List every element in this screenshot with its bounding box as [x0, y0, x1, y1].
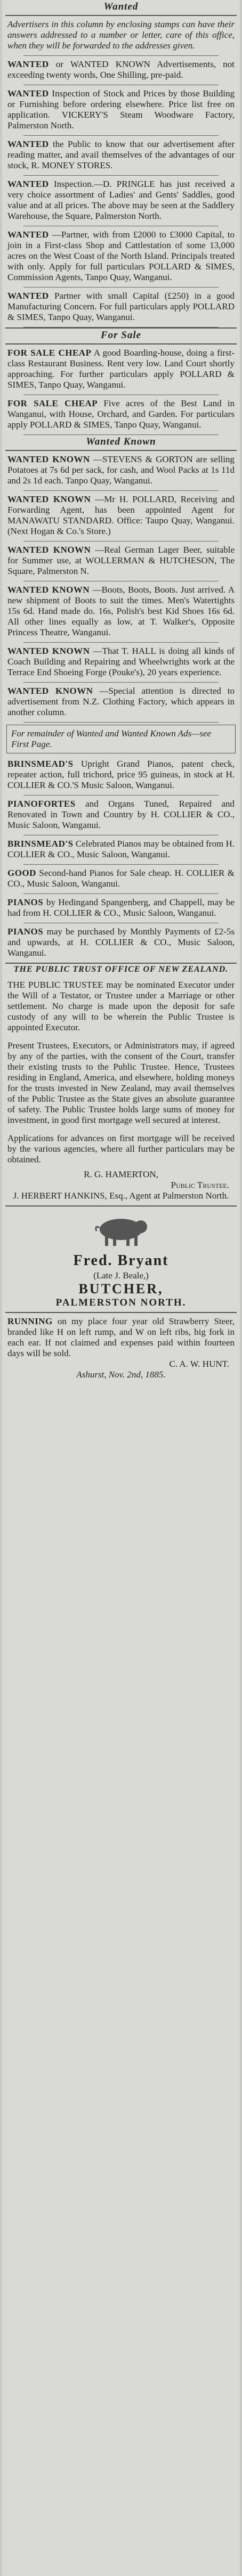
ad-lead: FOR SALE CHEAP	[7, 348, 92, 358]
ad-text: or WANTED KNOWN Advertisements, not exceeding twenty words, One Shilling, pre-paid.	[7, 59, 235, 80]
ad-text: Celebrated Pianos may be obtained from H. COLLIER & CO., Music Saloon, Wanganui.	[7, 839, 235, 859]
ad-lead: WANTED KNOWN	[7, 585, 90, 595]
running-lead: RUNNING	[7, 1316, 53, 1326]
butcher-trade: BUTCHER,	[78, 1281, 164, 1297]
ad-lead: WANTED KNOWN	[7, 494, 91, 504]
trust-paragraph-3: Applications for advances on first mortgage will be received by the various agencies, where all further particulars may be obtained.	[7, 1133, 235, 1164]
ad-second-hand	[2, 865, 240, 893]
ad-brinsmead-2	[2, 835, 240, 864]
ad-text: the Public to know that our advertisement after reading matter, and avail themselves of the advantages of our stock, R. MONEY STORES.	[7, 139, 235, 170]
ad-stevens	[2, 451, 240, 490]
ad-inspection	[2, 85, 240, 135]
ad-public-know	[2, 136, 240, 175]
ad-wanted-known-1	[2, 56, 240, 85]
ad-partner-1	[2, 226, 240, 287]
ad-hall	[2, 643, 240, 682]
wanted-ads-list	[2, 16, 240, 327]
ad-text: —That T. HALL is doing all kinds of Coach Building and Repairing and Wheelwrights work at the Terrace End Shoeing Forge (Pouke's), 20 years experience.	[7, 646, 235, 677]
trust-paragraph-2: Present Trustees, Executors, or Administrators may, if agreed by any of the parties, with the consent of the Court, transfer their existing trusts to the Public Trustee. Hence, Trustees residing in England, America, and elsewhere, holding moneys for the trusts invested in New Zealand, may avail themselves of the Public Trustee as the State gives an absolute guarantee of safety. The Public Trustee holds large sums of money for investment, in good first mortgage well secured at interest.	[7, 1040, 235, 1125]
ad-text: Upright Grand Pianos, patent check, repeater action, full trichord, price 95 guineas, in stock at H. COLLIER & CO.'S Music Saloon, Wanganui.	[7, 759, 235, 790]
ad-text: —Boots, Boots, Boots. Just arrived. A new shipment of Boots to suit the times. Men's Watertights 15s 6d. Hand made do. 16s, Polish's best Kid Shoes 16s 6d. All other lines equally as low, at T. Walker's, Opposite Princess Theatre, Wanganui.	[7, 585, 235, 637]
ad-lead: PIANOFORTES	[7, 799, 76, 809]
ad-sale-2	[2, 395, 240, 434]
running-date: Ashurst, Nov. 2nd, 1885.	[76, 1369, 166, 1380]
ad-lead: BRINSMEAD'S	[7, 839, 74, 849]
ad-brinsmead	[2, 756, 240, 795]
ad-text: A good Boarding-house, doing a first-class Restaurant Business. Rent very low. Land Court shortly approaching. For further particulars apply POLLARD & SIMES, Tanpo Quay, Wanganui.	[7, 348, 235, 390]
ad-text: may be purchased by Monthly Payments of £2-5s and upwards, at H. COLLIER & CO., Music Saloon, Wanganui.	[7, 926, 235, 958]
ad-text: Five acres of the Best Land in Wanganui, with House, Orchard, and Garden. For particulars apply POLLARD & SIMES, Tanpo Quay, Wanganui.	[7, 398, 235, 430]
ad-text: —Real German Lager Beer, suitable for Summer use, at WOLLERMAN & HUTCHESON, The Square, Palmerston N.	[7, 545, 235, 576]
ad-lead: WANTED KNOWN	[7, 454, 90, 464]
running-ad	[2, 1313, 240, 1384]
ad-lead: WANTED KNOWN	[7, 686, 93, 696]
ad-lead: WANTED KNOWN	[7, 545, 91, 555]
ad-lead: WANTED	[7, 88, 49, 99]
ad-text: Inspection of Stock and Prices by those Building or Furnishing before ordering elsewhere. Price list free on application. VICKERY'S Steam Woodware Factory, Palmerston North.	[7, 88, 235, 130]
section-heading-wanted-known: Wanted Known	[86, 436, 156, 447]
ad-text: Second-hand Pianos for Sale cheap. H. COLLIER & CO., Music Saloon, Wanganui.	[7, 868, 235, 889]
ad-text: Advertisers in this column by enclosing stamps can have their answers addressed to a number or letter, care of this office, when they will be forwarded to the addresses given.	[7, 19, 235, 51]
ad-lead: WANTED	[7, 139, 49, 149]
agent-line: J. HERBERT HANKINS, Esq., Agent at Palmerston North.	[13, 1191, 229, 1201]
ad-text: —Special attention is directed to advertisement from N.Z. Clothing Factory, which appears in another column.	[7, 686, 235, 717]
running-sig: C. A. W. HUNT.	[169, 1359, 229, 1369]
trust-paragraph-1: THE PUBLIC TRUSTEE may be nominated Executor under the Will of a Testator, or Trustee under a Marriage or other settlement. No charge is made upon the deposit for safe custody of any will to be wherein the Public Trustee is appointed Executor.	[7, 980, 235, 1032]
ad-lead: FOR SALE CHEAP	[7, 398, 98, 408]
butcher-name: Fred. Bryant	[73, 1252, 169, 1269]
ad-boots	[2, 581, 240, 642]
ad-text: by Hedingand Spangenberg, and Chappell, may be had from H. COLLIER & CO., Music Saloon, Wanganui.	[7, 897, 235, 918]
ad-text: Partner with small Capital (£250) in a good Manufacturing Concern. For full particulars apply POLLARD & SIMES, Tanpo Quay, Wanganui.	[7, 291, 235, 322]
ad-monthly	[2, 923, 240, 963]
signer-name: R. G. HAMERTON,	[84, 1169, 158, 1179]
newspaper-column	[2, 0, 240, 2576]
section-rule	[5, 1205, 237, 1207]
ad-divider	[23, 722, 219, 723]
ad-text: and Organs Tuned, Repaired and Renovated in Town and Country by H. COLLIER & CO., Music Saloon, Wanganui.	[7, 799, 235, 830]
ad-lager	[2, 542, 240, 581]
ad-pianos-by	[2, 894, 240, 923]
trust-office-heading: THE PUBLIC TRUST OFFICE OF NEW ZEALAND.	[13, 965, 229, 974]
ad-pollard-agent	[2, 491, 240, 541]
ad-special	[2, 683, 240, 722]
ad-lead: WANTED	[7, 229, 49, 240]
ad-lead: PIANOS	[7, 926, 44, 937]
ad-lead: BRINSMEAD'S	[7, 759, 74, 769]
ad-lead: WANTED	[7, 291, 49, 301]
pig-illustration-icon	[92, 1211, 150, 1248]
section-heading-wanted: Wanted	[103, 1, 139, 12]
section-heading-for-sale: For Sale	[100, 330, 142, 341]
running-text: on my place four year old Strawberry Steer, branded like H on left rump, and W on left ribs, big fork in each ear. If not claimed and expenses paid within fourteen days will be sold.	[7, 1316, 235, 1358]
ad-lead: WANTED	[7, 179, 49, 189]
ad-text: —STEVENS & GORTON are selling Potatoes at 7s 6d per sack, for cash, and Wool Packs at 1s 11d and 2s 1d each. Tanpo Quay, Wanganui.	[7, 454, 235, 486]
trust-signature	[2, 1169, 240, 1205]
ad-pianofortes	[2, 795, 240, 835]
ad-text: —Mr H. POLLARD, Receiving and Forwarding Agent, has been appointed Agent for MANAWATU STANDARD. Office: Taupo Quay, Wanganui. (Next Hogan & Co.'s Store.)	[7, 494, 235, 536]
ad-text: —Partner, with from £2000 to £3000 Capital, to join in a First-class Shop and Cattlestation of some 13,000 acres on the West Coast of the North Island. Principals treated with only. Apply for full particulars POLLARD & SIMES, Commission Agents, Tanpo Quay, Wanganui.	[7, 229, 235, 282]
ad-adv-notice	[2, 16, 240, 55]
piano-ads-list	[2, 756, 240, 963]
signer-title: Public Trustee.	[171, 1180, 229, 1190]
ad-text: Inspection.—D. PRINGLE has just received a very choice assortment of Ladies' and Gents' Saddles, good value and at all prices. The above may be seen at the Saddlery Warehouse, the Square, Palmerston North.	[7, 179, 235, 221]
ad-lead: WANTED	[7, 59, 49, 69]
ad-lead: WANTED KNOWN	[7, 646, 90, 656]
ad-pringle	[2, 176, 240, 226]
ad-lead: PIANOS	[7, 897, 44, 907]
remainder-note-box: For remainder of Wanted and Wanted Known Ads—see First Page.	[6, 725, 236, 753]
ad-sale-1	[2, 344, 240, 395]
ad-partner-2	[2, 288, 240, 327]
butcher-late: (Late J. Beale,)	[93, 1270, 149, 1281]
ad-lead: GOOD	[7, 868, 36, 878]
butcher-place: PALMERSTON NORTH.	[55, 1297, 187, 1308]
for-sale-ads-list	[2, 344, 240, 723]
